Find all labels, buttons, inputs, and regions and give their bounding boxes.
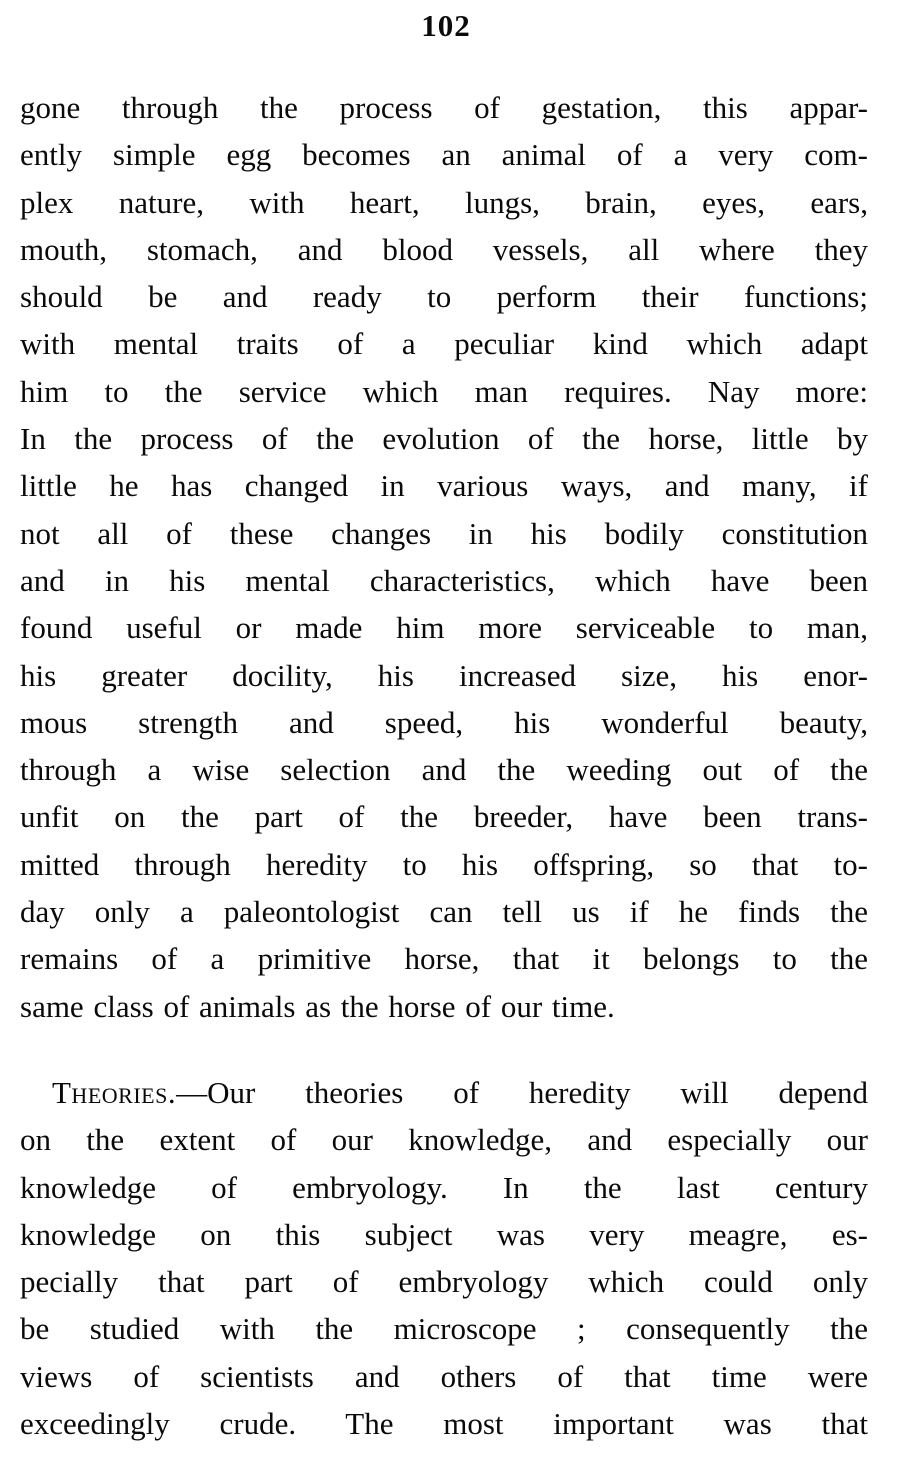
- text-line: plex nature, with heart, lungs, brain, eyes, ears,: [20, 184, 868, 220]
- text-line: remains of a primitive horse, that it belongs to the: [20, 941, 868, 977]
- text-line: on the extent of our knowledge, and especially our: [20, 1122, 868, 1158]
- text-line: should be and ready to perform their functions;: [20, 279, 868, 315]
- text-line-theories-lead: [20, 1069, 868, 1116]
- text-line: views of scientists and others of that time were: [20, 1358, 868, 1394]
- text-line: little he has changed in various ways, and many, if: [20, 468, 868, 504]
- text-line: him to the service which man requires. Nay more:: [20, 373, 868, 409]
- text-line: knowledge of embryology. In the last century: [20, 1169, 868, 1205]
- text-line: mouth, stomach, and blood vessels, all where they: [20, 231, 868, 267]
- text-line: with mental traits of a peculiar kind which adapt: [20, 326, 868, 362]
- text-line: knowledge on this subject was very meagre, es-: [20, 1216, 868, 1252]
- page-body: [20, 84, 868, 1447]
- text-line: be studied with the microscope ; consequently the: [20, 1311, 868, 1347]
- text-line: ently simple egg becomes an animal of a very com-: [20, 137, 868, 173]
- text-line: day only a paleontologist can tell us if he finds the: [20, 894, 868, 930]
- text-line: through a wise selection and the weeding out of the: [20, 752, 868, 788]
- text-line: and in his mental characteristics, which have been: [20, 562, 868, 598]
- paragraph-continuation: [20, 84, 868, 1030]
- text-line: pecially that part of embryology which could only: [20, 1264, 868, 1300]
- theories-first-line-rest: —Our theories of heredity will depend: [176, 1074, 868, 1110]
- paragraph-theories: [20, 1069, 868, 1447]
- text-line: gone through the process of gestation, this appar-: [20, 90, 868, 125]
- text-line: found useful or made him more serviceable to man,: [20, 610, 868, 646]
- text-line: his greater docility, his increased size, his enor-: [20, 657, 868, 693]
- text-line: not all of these changes in his bodily constitution: [20, 515, 868, 551]
- text-line: mous strength and speed, his wonderful beauty,: [20, 704, 868, 740]
- text-line: same class of animals as the horse of our time.: [20, 988, 615, 1024]
- text-line: exceedingly crude. The most important was that: [20, 1406, 868, 1442]
- text-line: unfit on the part of the breeder, have been trans-: [20, 799, 868, 835]
- theories-smallcaps-label: Theories.: [52, 1074, 177, 1110]
- page-number: 102: [421, 8, 471, 43]
- text-line: mitted through heredity to his offspring, so that to-: [20, 846, 868, 882]
- text-line: In the process of the evolution of the horse, little by: [20, 421, 868, 457]
